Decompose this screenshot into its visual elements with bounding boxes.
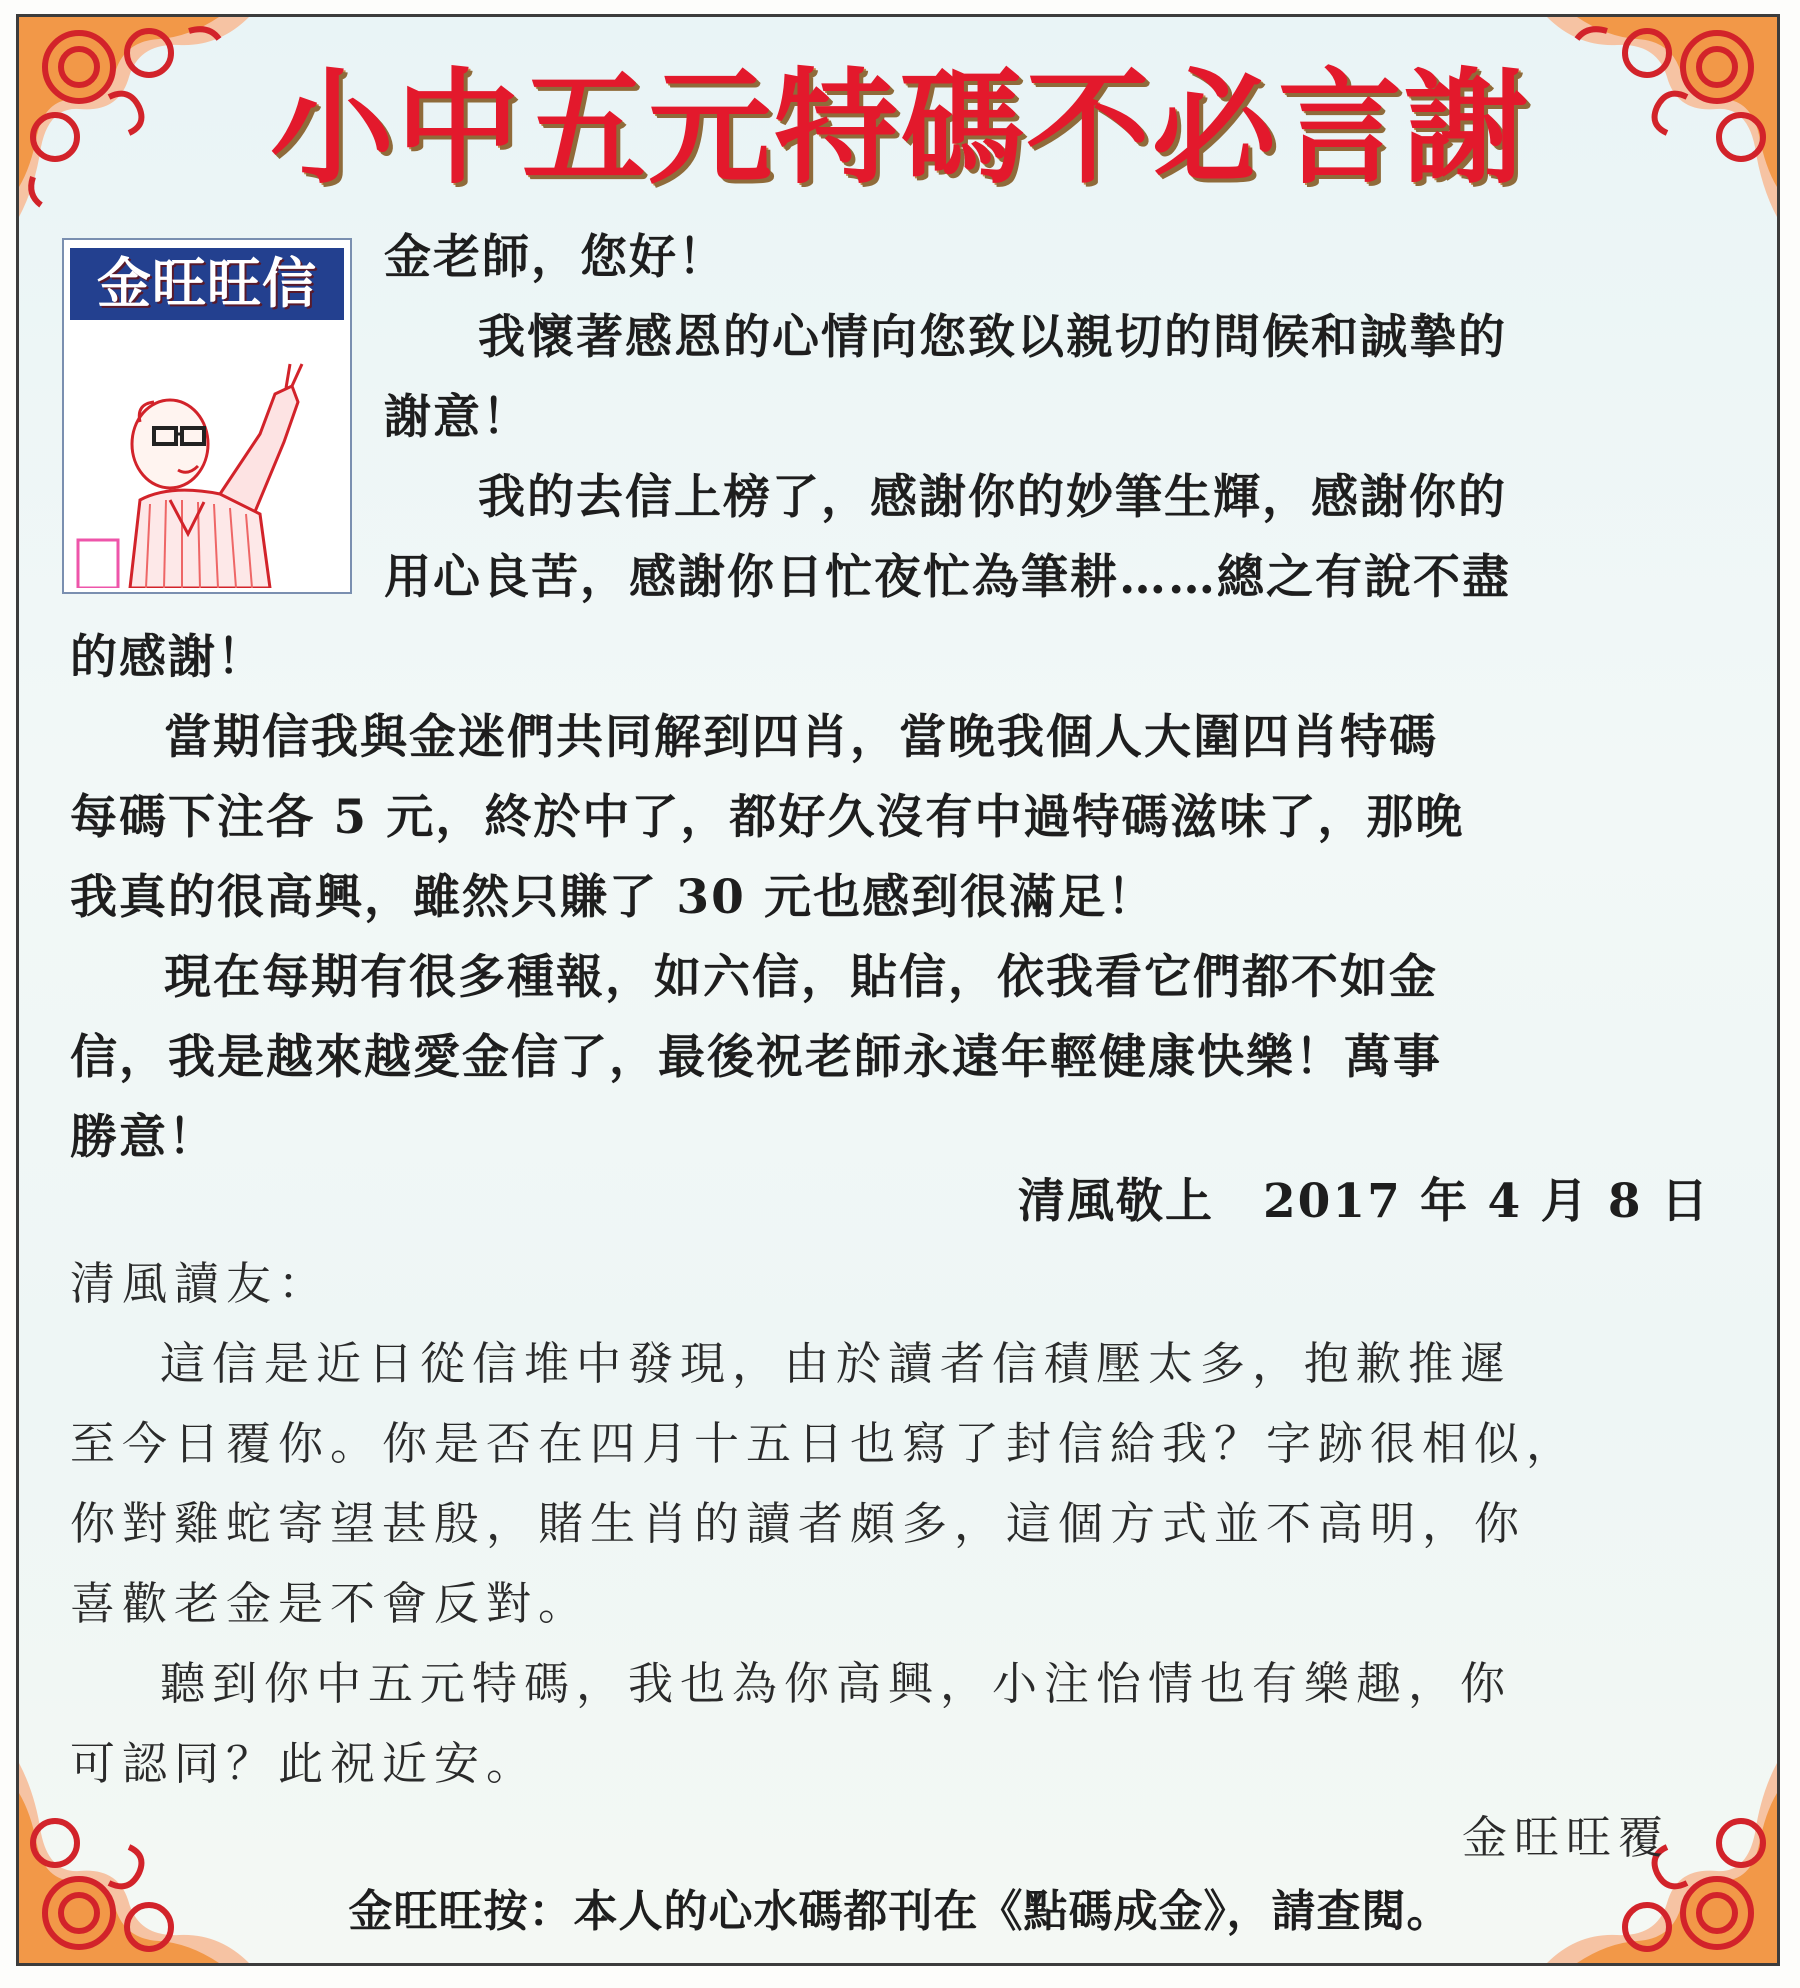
column-title: 金旺旺信 (70, 248, 344, 320)
letter-line: 我懷著感恩的心情向您致以親切的問候和誠摯的 (478, 310, 1507, 365)
reply-signature-text: 金旺旺覆 (1461, 1811, 1670, 1864)
reply-signature (70, 1798, 1670, 1878)
letter-greeting: 金老師，您好！ (384, 230, 727, 285)
footnote: 金旺旺按：本人的心水碼都刊在《點碼成金》，請查閱。 (348, 1886, 1452, 1937)
letter-line: 謝意！ (384, 390, 531, 445)
letter-line: 我真的很高興，雖然只賺了 30 元也感到很滿足！ (70, 870, 1157, 925)
letter-signature (70, 1162, 1710, 1242)
reply-line: 你對雞蛇寄望甚殷，賭生肖的讀者頗多，這個方式並不高明，你 (70, 1497, 1527, 1550)
reply-line: 這信是近日從信堆中發現，由於讀者信積壓太多，抱歉推遲 (160, 1337, 1513, 1390)
reply-line: 可認同？此祝近安。 (70, 1737, 539, 1790)
letter-line: 用心良苦，感謝你日忙夜忙為筆耕……總之有說不盡 (384, 550, 1511, 605)
letter-line: 每碼下注各 5 元，終於中了，都好久沒有中過特碼滋味了，那晚 (70, 790, 1465, 845)
reply-salutation: 清風讀友： (70, 1257, 331, 1310)
letter-line: 我的去信上榜了，感謝你的妙筆生輝，感謝你的 (478, 470, 1507, 525)
reply-body (70, 1244, 1740, 1804)
letter-line: 信，我是越來越愛金信了，最後祝老師永遠年輕健康快樂！萬事 (70, 1030, 1442, 1085)
letter-top (384, 218, 1734, 618)
reply-line: 喜歡老金是不會反對。 (70, 1577, 591, 1630)
letter-line: 的感謝！ (70, 630, 266, 685)
headline: 小中五元特碼不必言謝 (269, 57, 1530, 201)
letter-line: 勝意！ (70, 1110, 217, 1165)
letter-line: 當期信我與金迷們共同解到四肖，當晚我個人大圍四肖特碼 (164, 710, 1438, 765)
column-badge (62, 238, 352, 594)
teacher-illustration-icon (70, 324, 344, 588)
reply-line: 聽到你中五元特碼，我也為你高興，小注怡情也有樂趣，你 (160, 1657, 1513, 1710)
letter-signature-text: 清風敬上 2017 年 4 月 8 日 (1017, 1174, 1710, 1229)
letter-line: 現在每期有很多種報，如六信，貼信，依我看它們都不如金 (164, 950, 1438, 1005)
letter-body (70, 618, 1740, 1178)
reply-line: 至今日覆你。你是否在四月十五日也寫了封信給我？字跡很相似， (70, 1417, 1579, 1470)
